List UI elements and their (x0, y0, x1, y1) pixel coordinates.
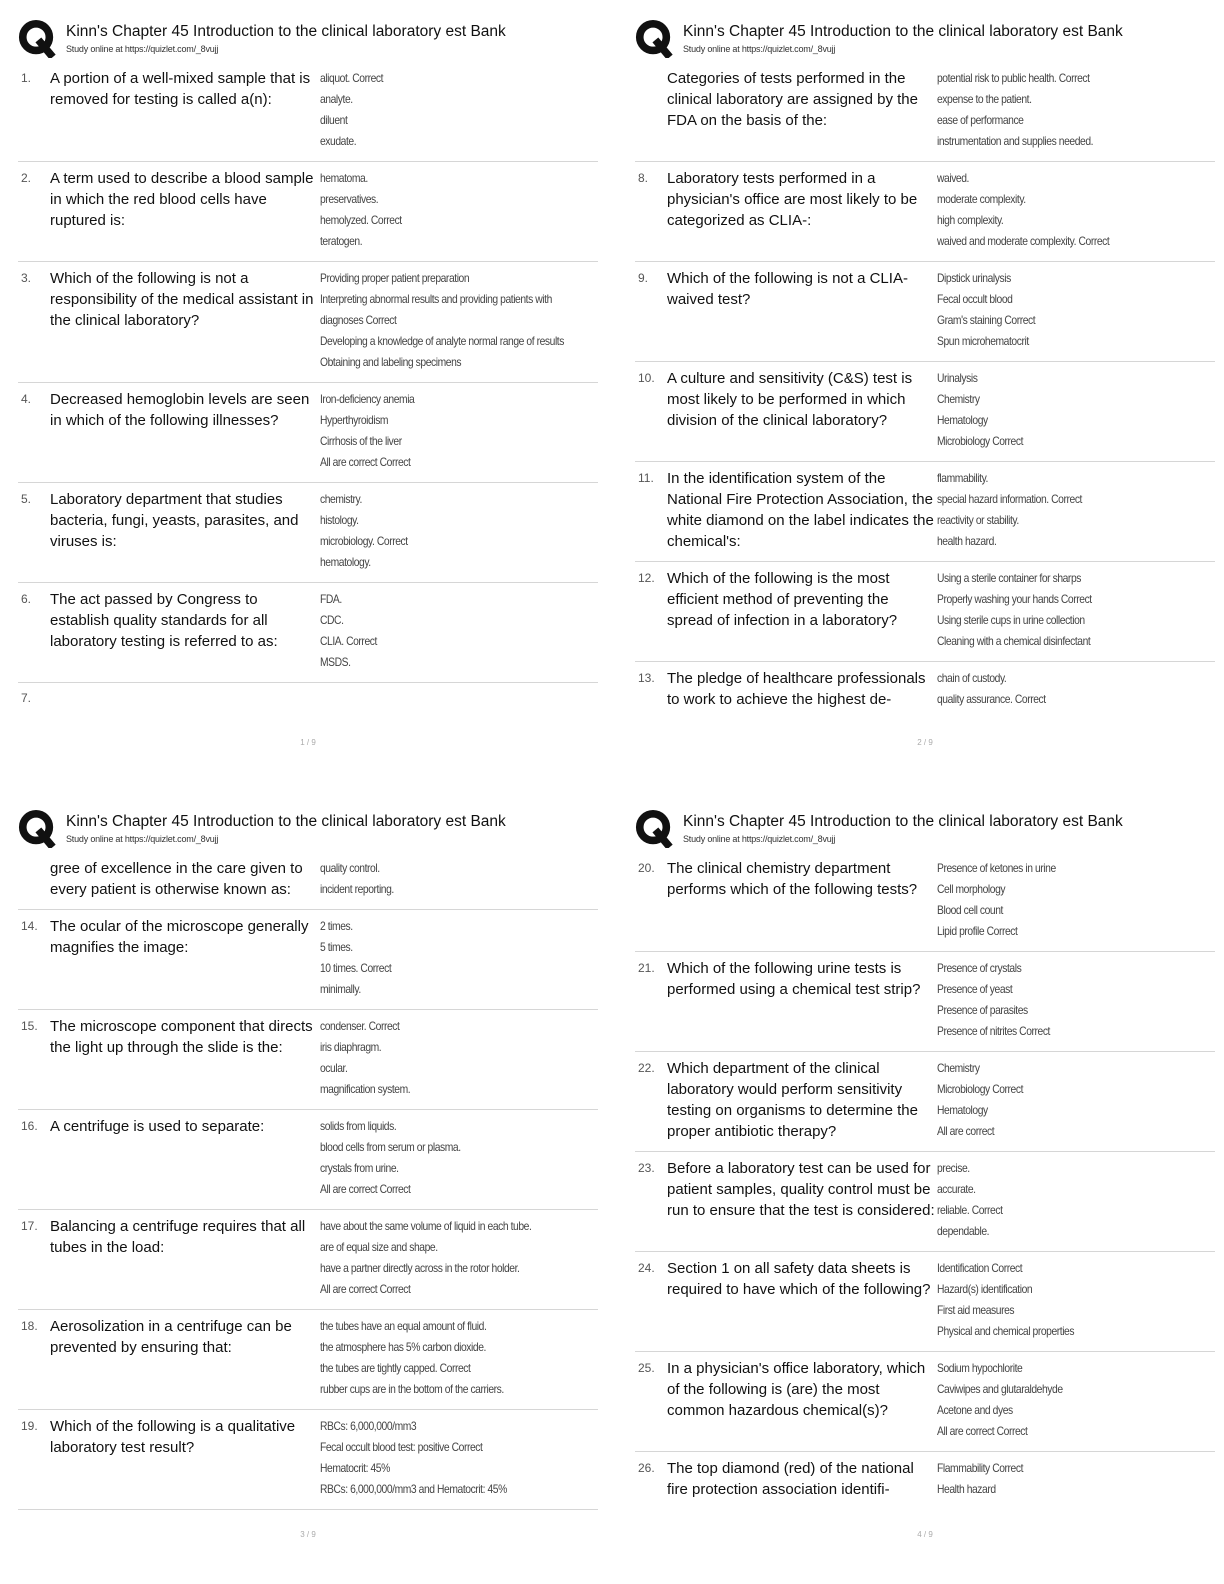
answer-options (320, 1216, 559, 1300)
answer-options (937, 468, 1176, 552)
answer-options (320, 1116, 559, 1200)
question-text: A portion of a well-mixed sample that is removed for testing is called a(n): (50, 70, 311, 108)
question-row (635, 856, 1215, 952)
page-title: Kinn's Chapter 45 Introduction to the clinical laboratory est Bank (66, 813, 506, 830)
answer-option: Hazard(s) identification (937, 1282, 1033, 1296)
answer-option: Gram's staining Correct (937, 313, 1036, 327)
question-row (18, 583, 598, 683)
answer-option: Hematocrit: 45% (320, 1461, 390, 1475)
question-text: Aerosolization in a centrifuge can be prevented by ensuring that: (50, 1318, 292, 1356)
answer-option: All are correct Correct (320, 1282, 411, 1296)
answer-option: Using sterile cups in urine collection (937, 613, 1085, 627)
answer-option: ocular. (320, 1061, 348, 1075)
question-row (635, 162, 1215, 262)
question-number: 11. (638, 471, 654, 485)
answer-option: Presence of nitrites Correct (937, 1024, 1050, 1038)
question-row (18, 66, 598, 162)
answer-option: chain of custody. (937, 671, 1007, 685)
question-number: 17. (21, 1219, 38, 1233)
answer-options (320, 389, 559, 473)
answer-option: Hematology (937, 413, 988, 427)
question-list (635, 856, 1215, 1509)
answer-option: Microbiology Correct (937, 1082, 1024, 1096)
question-text: gree of excellence in the care given to every patient is otherwise known as: (50, 860, 303, 898)
question-number: 13. (638, 671, 655, 685)
answer-option: waived and moderate complexity. Correct (937, 234, 1110, 248)
answer-option: First aid measures (937, 1303, 1015, 1317)
question-text: Decreased hemoglobin levels are seen in which of the following illnesses? (50, 391, 310, 429)
answer-option: have about the same volume of liquid in each tube. (320, 1219, 532, 1233)
answer-option: rubber cups are in the bottom of the carriers. (320, 1382, 504, 1396)
answer-option: reactivity or stability. (937, 513, 1019, 527)
answer-options (320, 916, 559, 1000)
answer-option: dependable. (937, 1224, 990, 1238)
question-row (18, 910, 598, 1010)
answer-option: crystals from urine. (320, 1161, 399, 1175)
answer-options (937, 668, 1176, 710)
answer-option: instrumentation and supplies needed. (937, 134, 1094, 148)
answer-option: chemistry. (320, 492, 362, 506)
answer-option: Physical and chemical properties (937, 1324, 1075, 1338)
question-row (635, 1152, 1215, 1252)
answer-options (320, 589, 559, 673)
answer-option: Microbiology Correct (937, 434, 1024, 448)
question-text: The microscope component that directs the light up through the slide is the: (50, 1018, 313, 1056)
question-row (635, 462, 1215, 562)
page-title: Kinn's Chapter 45 Introduction to the clinical laboratory est Bank (683, 813, 1123, 830)
answer-option: microbiology. Correct (320, 534, 408, 548)
answer-options (937, 858, 1176, 942)
answer-option: incident reporting. (320, 882, 394, 896)
study-online-link[interactable]: Study online at https://quizlet.com/_8vujj (683, 834, 836, 844)
question-text: Which of the following is the most efficient method of preventing the spread of infection in a laboratory? (667, 570, 898, 629)
answer-options (320, 1016, 559, 1100)
question-text: Laboratory tests performed in a physician's office are most likely to be categorized as CLIA-: (667, 170, 918, 229)
answer-option: are of equal size and shape. (320, 1240, 438, 1254)
answer-option: have a partner directly across in the rotor holder. (320, 1261, 520, 1275)
answer-options (937, 1258, 1176, 1342)
question-number: 7. (21, 691, 32, 705)
answer-option: Blood cell count (937, 903, 1003, 917)
answer-options (320, 489, 559, 573)
quizlet-logo-icon (18, 20, 56, 58)
question-number: 9. (638, 271, 649, 285)
answer-option: ease of performance (937, 113, 1024, 127)
answer-options (320, 68, 559, 152)
question-row (18, 383, 598, 483)
question-row (635, 562, 1215, 662)
page-4 (635, 808, 1215, 1578)
page-number: 1 / 9 (300, 738, 316, 747)
answer-option: hematology. (320, 555, 371, 569)
question-row (635, 262, 1215, 362)
answer-option: Hematology (937, 1103, 988, 1117)
quizlet-logo-icon (635, 810, 673, 848)
question-text: In a physician's office laboratory, which of the following is (are) the most common hazardous chemical(s)? (667, 1360, 926, 1419)
question-number: 18. (21, 1319, 38, 1333)
question-number: 4. (21, 392, 32, 406)
answer-option: Presence of yeast (937, 982, 1013, 996)
question-row (635, 952, 1215, 1052)
answer-option: RBCs: 6,000,000/mm3 (320, 1419, 417, 1433)
question-number: 3. (21, 271, 32, 285)
answer-option: analyte. (320, 92, 353, 106)
question-text: A centrifuge is used to separate: (50, 1118, 265, 1135)
question-number: 12. (638, 571, 655, 585)
answer-option: special hazard information. Correct (937, 492, 1082, 506)
answer-option: flammability. (937, 471, 988, 485)
answer-option: Obtaining and labeling specimens (320, 355, 462, 369)
question-row (18, 1410, 598, 1510)
answer-option: Chemistry (937, 392, 980, 406)
question-row (18, 1010, 598, 1110)
page-header (18, 808, 598, 852)
question-text: The top diamond (red) of the national fire protection association identifi- (667, 1460, 914, 1498)
question-row (18, 1310, 598, 1410)
question-text: Which of the following urine tests is performed using a chemical test strip? (667, 960, 921, 998)
answer-option: the tubes are tightly capped. Correct (320, 1361, 471, 1375)
answer-option: accurate. (937, 1182, 976, 1196)
answer-option: precise. (937, 1161, 970, 1175)
answer-option: Acetone and dyes (937, 1403, 1013, 1417)
page-2 (635, 18, 1215, 788)
question-text: Which of the following is not a CLIA-waived test? (667, 270, 908, 308)
question-number: 6. (21, 592, 32, 606)
answer-option: the tubes have an equal amount of fluid. (320, 1319, 487, 1333)
answer-option: blood cells from serum or plasma. (320, 1140, 461, 1154)
question-text: Which of the following is a qualitative laboratory test result? (50, 1418, 296, 1456)
question-text: Which department of the clinical laboratory would perform sensitivity testing on organisms to determine the proper antibiotic therapy? (667, 1060, 918, 1140)
answer-option: preservatives. (320, 192, 379, 206)
question-row (635, 1352, 1215, 1452)
question-number: 23. (638, 1161, 655, 1175)
question-text: A term used to describe a blood sample in which the red blood cells have ruptured is: (50, 170, 314, 229)
answer-option: exudate. (320, 134, 357, 148)
study-online-link[interactable]: Study online at https://quizlet.com/_8vujj (683, 44, 836, 54)
answer-option: reliable. Correct (937, 1203, 1003, 1217)
answer-option: All are correct Correct (320, 455, 411, 469)
answer-option: Fecal occult blood test: positive Correct (320, 1440, 483, 1454)
question-text: The act passed by Congress to establish quality standards for all laboratory testing is referred to as: (50, 591, 278, 650)
study-online-link[interactable]: Study online at https://quizlet.com/_8vujj (66, 834, 219, 844)
answer-option: quality assurance. Correct (937, 692, 1046, 706)
answer-option: expense to the patient. (937, 92, 1032, 106)
answer-option: potential risk to public health. Correct (937, 71, 1090, 85)
answer-option: Chemistry (937, 1061, 980, 1075)
page-number: 4 / 9 (917, 1530, 933, 1539)
answer-options (937, 1458, 1176, 1500)
question-number: 22. (638, 1061, 655, 1075)
question-text: In the identification system of the National Fire Protection Association, the white diamond on the label indicates the chemical's: (667, 470, 934, 550)
answer-option: RBCs: 6,000,000/mm3 and Hematocrit: 45% (320, 1482, 507, 1496)
answer-option: CDC. (320, 613, 344, 627)
answer-option: Flammability Correct (937, 1461, 1024, 1475)
answer-options (937, 368, 1176, 452)
answer-option: Cell morphology (937, 882, 1006, 896)
question-text: Which of the following is not a responsibility of the medical assistant in the clinical laboratory? (50, 270, 314, 329)
question-number: 25. (638, 1361, 655, 1375)
answer-options (937, 268, 1176, 352)
page-3 (18, 808, 598, 1578)
answer-option: All are correct (937, 1124, 995, 1138)
answer-option: minimally. (320, 982, 361, 996)
question-number: 10. (638, 371, 655, 385)
answer-option: hemolyzed. Correct (320, 213, 402, 227)
question-number: 14. (21, 919, 38, 933)
question-number: 2. (21, 171, 32, 185)
question-text: Balancing a centrifuge requires that all tubes in the load: (50, 1218, 306, 1256)
answer-option: Interpreting abnormal results and providing patients with diagnoses Correct (320, 292, 552, 327)
page-1 (18, 18, 598, 788)
answer-option: Urinalysis (937, 371, 978, 385)
question-number: 19. (21, 1419, 38, 1433)
answer-option: Presence of crystals (937, 961, 1022, 975)
answer-option: MSDS. (320, 655, 351, 669)
answer-option: Cleaning with a chemical disinfectant (937, 634, 1091, 648)
question-list (18, 66, 598, 705)
question-text: The ocular of the microscope generally magnifies the image: (50, 918, 309, 956)
answer-option: quality control. (320, 861, 380, 875)
question-text: A culture and sensitivity (C&S) test is most likely to be performed in which division of the clinical laboratory? (667, 370, 913, 429)
answer-option: Providing proper patient preparation (320, 271, 470, 285)
question-text: The pledge of healthcare professionals to work to achieve the highest de- (667, 670, 926, 708)
answer-options (937, 1358, 1176, 1442)
answer-option: aliquot. Correct (320, 71, 384, 85)
answer-option: Health hazard (937, 1482, 996, 1496)
answer-option: 2 times. (320, 919, 353, 933)
question-number: 8. (638, 171, 649, 185)
question-row (635, 1052, 1215, 1152)
question-row (635, 1452, 1215, 1509)
question-number: 20. (638, 861, 655, 875)
answer-option: Using a sterile container for sharps (937, 571, 1081, 585)
answer-options (937, 168, 1176, 252)
answer-options (320, 1416, 559, 1500)
answer-option: Cirrhosis of the liver (320, 434, 402, 448)
quizlet-logo-icon (18, 810, 56, 848)
question-number: 26. (638, 1461, 655, 1475)
question-list (18, 856, 598, 1510)
question-text: Categories of tests performed in the clinical laboratory are assigned by the FDA on the basis of the: (667, 70, 918, 129)
question-row (18, 1210, 598, 1310)
answer-option: Dipstick urinalysis (937, 271, 1011, 285)
answer-option: All are correct Correct (937, 1424, 1028, 1438)
question-row (18, 262, 598, 383)
page-title: Kinn's Chapter 45 Introduction to the clinical laboratory est Bank (66, 23, 506, 40)
answer-option: Caviwipes and glutaraldehyde (937, 1382, 1063, 1396)
question-number: 21. (638, 961, 655, 975)
question-row (18, 162, 598, 262)
answer-option: Presence of ketones in urine (937, 861, 1056, 875)
answer-options (937, 68, 1176, 152)
question-row (635, 1252, 1215, 1352)
answer-options (320, 168, 559, 252)
question-number: 15. (21, 1019, 38, 1033)
answer-option: 10 times. Correct (320, 961, 392, 975)
answer-options (937, 1058, 1176, 1142)
quizlet-logo-icon (635, 20, 673, 58)
answer-option: Sodium hypochlorite (937, 1361, 1023, 1375)
answer-option: Iron-deficiency anemia (320, 392, 415, 406)
answer-option: iris diaphragm. (320, 1040, 382, 1054)
answer-option: Developing a knowledge of analyte normal range of results (320, 334, 564, 348)
answer-option: Identification Correct (937, 1261, 1023, 1275)
study-online-link[interactable]: Study online at https://quizlet.com/_8vujj (66, 44, 219, 54)
page-number: 3 / 9 (300, 1530, 316, 1539)
answer-options (937, 1158, 1176, 1242)
question-text: Section 1 on all safety data sheets is required to have which of the following? (667, 1260, 931, 1298)
answer-options (320, 1316, 559, 1400)
answer-options (320, 858, 559, 900)
page-header (635, 808, 1215, 852)
question-row (18, 856, 598, 910)
question-text: Before a laboratory test can be used for patient samples, quality control must be run to ensure that the test is considered: (667, 1160, 935, 1219)
answer-option: Hyperthyroidism (320, 413, 389, 427)
answer-option: the atmosphere has 5% carbon dioxide. (320, 1340, 486, 1354)
question-row (635, 662, 1215, 719)
answer-option: histology. (320, 513, 359, 527)
answer-option: high complexity. (937, 213, 1004, 227)
answer-option: CLIA. Correct (320, 634, 377, 648)
question-list (635, 66, 1215, 719)
question-row (18, 483, 598, 583)
page-title: Kinn's Chapter 45 Introduction to the clinical laboratory est Bank (683, 23, 1123, 40)
answer-option: moderate complexity. (937, 192, 1026, 206)
page-header (18, 18, 598, 62)
question-number: 24. (638, 1261, 655, 1275)
answer-option: Presence of parasites (937, 1003, 1028, 1017)
question-text: The clinical chemistry department performs which of the following tests? (667, 860, 918, 898)
answer-option: Spun microhematocrit (937, 334, 1029, 348)
question-text: Laboratory department that studies bacteria, fungi, yeasts, parasites, and viruses is: (50, 491, 299, 550)
page-number: 2 / 9 (917, 738, 933, 747)
question-row (18, 1110, 598, 1210)
answer-option: solids from liquids. (320, 1119, 397, 1133)
answer-options (937, 958, 1176, 1042)
answer-option: health hazard. (937, 534, 997, 548)
answer-option: diluent (320, 113, 348, 127)
question-number: 16. (21, 1119, 38, 1133)
answer-option: Fecal occult blood (937, 292, 1013, 306)
question-number: 5. (21, 492, 32, 506)
answer-option: 5 times. (320, 940, 353, 954)
answer-options (320, 268, 569, 373)
answer-option: Properly washing your hands Correct (937, 592, 1092, 606)
answer-option: FDA. (320, 592, 342, 606)
answer-option: magnification system. (320, 1082, 411, 1096)
answer-option: hematoma. (320, 171, 368, 185)
question-row (635, 362, 1215, 462)
answer-option: condenser. Correct (320, 1019, 400, 1033)
answer-option: All are correct Correct (320, 1182, 411, 1196)
answer-option: teratogen. (320, 234, 363, 248)
question-row (635, 66, 1215, 162)
answer-options (937, 568, 1176, 652)
question-number: 1. (21, 71, 32, 85)
page-header (635, 18, 1215, 62)
answer-option: Lipid profile Correct (937, 924, 1018, 938)
answer-option: waived. (937, 171, 969, 185)
